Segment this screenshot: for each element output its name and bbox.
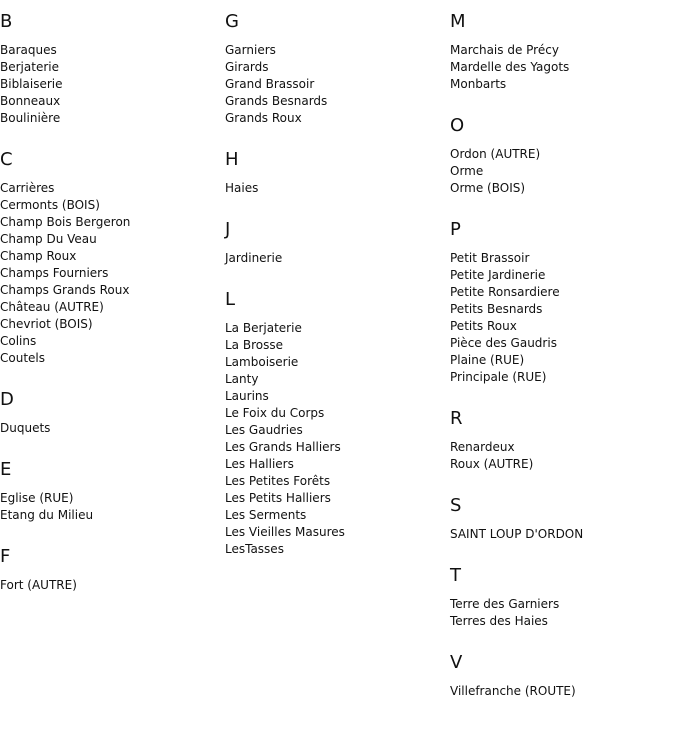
letter-group-v <box>450 653 670 700</box>
street-list <box>0 577 220 594</box>
street-link-villefranche-route[interactable]: Villefranche (ROUTE) <box>450 684 576 698</box>
street-link-petits-besnards[interactable]: Petits Besnards <box>450 302 543 316</box>
street-link-chevriot-bois[interactable]: Chevriot (BOIS) <box>0 317 93 331</box>
street-list <box>0 420 220 437</box>
letter-group-g <box>225 12 445 127</box>
letter-heading: P <box>450 219 461 240</box>
letter-heading: V <box>450 652 463 673</box>
street-link-grand-brassoir[interactable]: Grand Brassoir <box>225 77 315 91</box>
letter-group-f <box>0 547 220 594</box>
letter-heading: E <box>0 459 12 480</box>
street-link-roux-autre[interactable]: Roux (AUTRE) <box>450 457 534 471</box>
street-link-plaine-rue[interactable]: Plaine (RUE) <box>450 353 525 367</box>
letter-heading: L <box>225 289 236 310</box>
street-link-biblaiserie[interactable]: Biblaiserie <box>0 77 63 91</box>
street-link-champ-roux[interactable]: Champ Roux <box>0 249 77 263</box>
letter-group-m <box>450 12 670 93</box>
street-list <box>0 180 220 367</box>
street-link-renardeux[interactable]: Renardeux <box>450 440 515 454</box>
street-link-champ-bois-bergeron[interactable]: Champ Bois Bergeron <box>0 215 131 229</box>
letter-heading: B <box>0 11 13 32</box>
street-link-bonneaux[interactable]: Bonneaux <box>0 94 61 108</box>
street-link-garniers[interactable]: Garniers <box>225 43 276 57</box>
street-link-berjaterie[interactable]: Berjaterie <box>0 60 59 74</box>
street-link-orme[interactable]: Orme <box>450 164 484 178</box>
street-link-ordon-autre[interactable]: Ordon (AUTRE) <box>450 147 541 161</box>
street-link-bouliniere[interactable]: Boulinière <box>0 111 61 125</box>
street-link-lamboiserie[interactable]: Lamboiserie <box>225 355 299 369</box>
street-link-haies[interactable]: Haies <box>225 181 259 195</box>
street-link-la-berjaterie[interactable]: La Berjaterie <box>225 321 302 335</box>
letter-heading: G <box>225 11 239 32</box>
street-link-petite-ronsardiere[interactable]: Petite Ronsardiere <box>450 285 560 299</box>
street-link-grands-roux[interactable]: Grands Roux <box>225 111 302 125</box>
street-link-les-gaudries[interactable]: Les Gaudries <box>225 423 303 437</box>
street-list <box>225 250 445 267</box>
street-list <box>0 42 220 127</box>
letter-group-t <box>450 566 670 630</box>
street-list <box>0 490 220 524</box>
letter-group-s <box>450 496 670 543</box>
street-list <box>450 683 670 700</box>
street-list <box>225 320 445 558</box>
street-link-laurins[interactable]: Laurins <box>225 389 269 403</box>
street-link-champs-fourniers[interactable]: Champs Fourniers <box>0 266 109 280</box>
street-link-les-vieilles-masures[interactable]: Les Vieilles Masures <box>225 525 345 539</box>
street-link-fort-autre[interactable]: Fort (AUTRE) <box>0 578 77 592</box>
street-list <box>450 526 670 543</box>
letter-heading: T <box>450 565 461 586</box>
street-link-saint-loup-d-ordon[interactable]: SAINT LOUP D'ORDON <box>450 527 584 541</box>
street-list <box>450 596 670 630</box>
street-link-lanty[interactable]: Lanty <box>225 372 259 386</box>
street-link-monbarts[interactable]: Monbarts <box>450 77 507 91</box>
street-link-champs-grands-roux[interactable]: Champs Grands Roux <box>0 283 130 297</box>
letter-heading: H <box>225 149 239 170</box>
street-link-les-petites-forets[interactable]: Les Petites Forêts <box>225 474 331 488</box>
letter-heading: R <box>450 408 463 429</box>
street-link-orme-bois[interactable]: Orme (BOIS) <box>450 181 526 195</box>
letter-group-r <box>450 409 670 473</box>
street-link-petite-jardinerie[interactable]: Petite Jardinerie <box>450 268 546 282</box>
street-link-petit-brassoir[interactable]: Petit Brassoir <box>450 251 530 265</box>
street-list <box>225 42 445 127</box>
letter-group-o <box>450 116 670 197</box>
street-link-coutels[interactable]: Coutels <box>0 351 45 365</box>
letter-group-e <box>0 460 220 524</box>
letter-heading: D <box>0 389 14 410</box>
street-list <box>450 42 670 93</box>
letter-group-j <box>225 220 445 267</box>
letter-group-d <box>0 390 220 437</box>
letter-heading: S <box>450 495 462 516</box>
street-link-cermonts-bois[interactable]: Cermonts (BOIS) <box>0 198 100 212</box>
index-column-1 <box>0 12 220 617</box>
letter-heading: O <box>450 115 465 136</box>
letter-heading: C <box>0 149 13 170</box>
street-link-jardinerie[interactable]: Jardinerie <box>225 251 283 265</box>
letter-heading: F <box>0 546 11 567</box>
street-link-mardelle-des-yagots[interactable]: Mardelle des Yagots <box>450 60 570 74</box>
street-link-chateau-autre[interactable]: Château (AUTRE) <box>0 300 104 314</box>
street-link-piece-des-gaudris[interactable]: Pièce des Gaudris <box>450 336 557 350</box>
letter-heading: M <box>450 11 466 32</box>
street-link-les-petits-halliers[interactable]: Les Petits Halliers <box>225 491 331 505</box>
street-list <box>225 180 445 197</box>
letter-group-p <box>450 220 670 386</box>
index-column-3 <box>450 12 670 723</box>
street-link-petits-roux[interactable]: Petits Roux <box>450 319 517 333</box>
street-link-lestasses[interactable]: LesTasses <box>225 542 284 556</box>
street-link-colins[interactable]: Colins <box>0 334 37 348</box>
letter-group-b <box>0 12 220 127</box>
street-link-etang-du-milieu[interactable]: Etang du Milieu <box>0 508 94 522</box>
street-link-champ-du-veau[interactable]: Champ Du Veau <box>0 232 97 246</box>
street-link-carrieres[interactable]: Carrières <box>0 181 55 195</box>
street-link-le-foix-du-corps[interactable]: Le Foix du Corps <box>225 406 325 420</box>
street-list <box>450 439 670 473</box>
street-link-la-brosse[interactable]: La Brosse <box>225 338 283 352</box>
street-link-les-halliers[interactable]: Les Halliers <box>225 457 294 471</box>
street-link-girards[interactable]: Girards <box>225 60 269 74</box>
street-link-les-grands-halliers[interactable]: Les Grands Halliers <box>225 440 341 454</box>
street-link-baraques[interactable]: Baraques <box>0 43 57 57</box>
street-link-terres-des-haies[interactable]: Terres des Haies <box>450 614 548 628</box>
street-list <box>450 250 670 386</box>
street-link-marchais-de-precy[interactable]: Marchais de Précy <box>450 43 559 57</box>
street-link-les-serments[interactable]: Les Serments <box>225 508 307 522</box>
index-column-2 <box>225 12 445 581</box>
letter-group-h <box>225 150 445 197</box>
street-list <box>450 146 670 197</box>
street-link-grands-besnards[interactable]: Grands Besnards <box>225 94 328 108</box>
letter-group-l <box>225 290 445 558</box>
letter-heading: J <box>225 219 231 240</box>
street-link-duquets[interactable]: Duquets <box>0 421 51 435</box>
letter-group-c <box>0 150 220 367</box>
street-link-terre-des-garniers[interactable]: Terre des Garniers <box>450 597 560 611</box>
street-link-principale-rue[interactable]: Principale (RUE) <box>450 370 547 384</box>
street-link-eglise-rue[interactable]: Eglise (RUE) <box>0 491 74 505</box>
